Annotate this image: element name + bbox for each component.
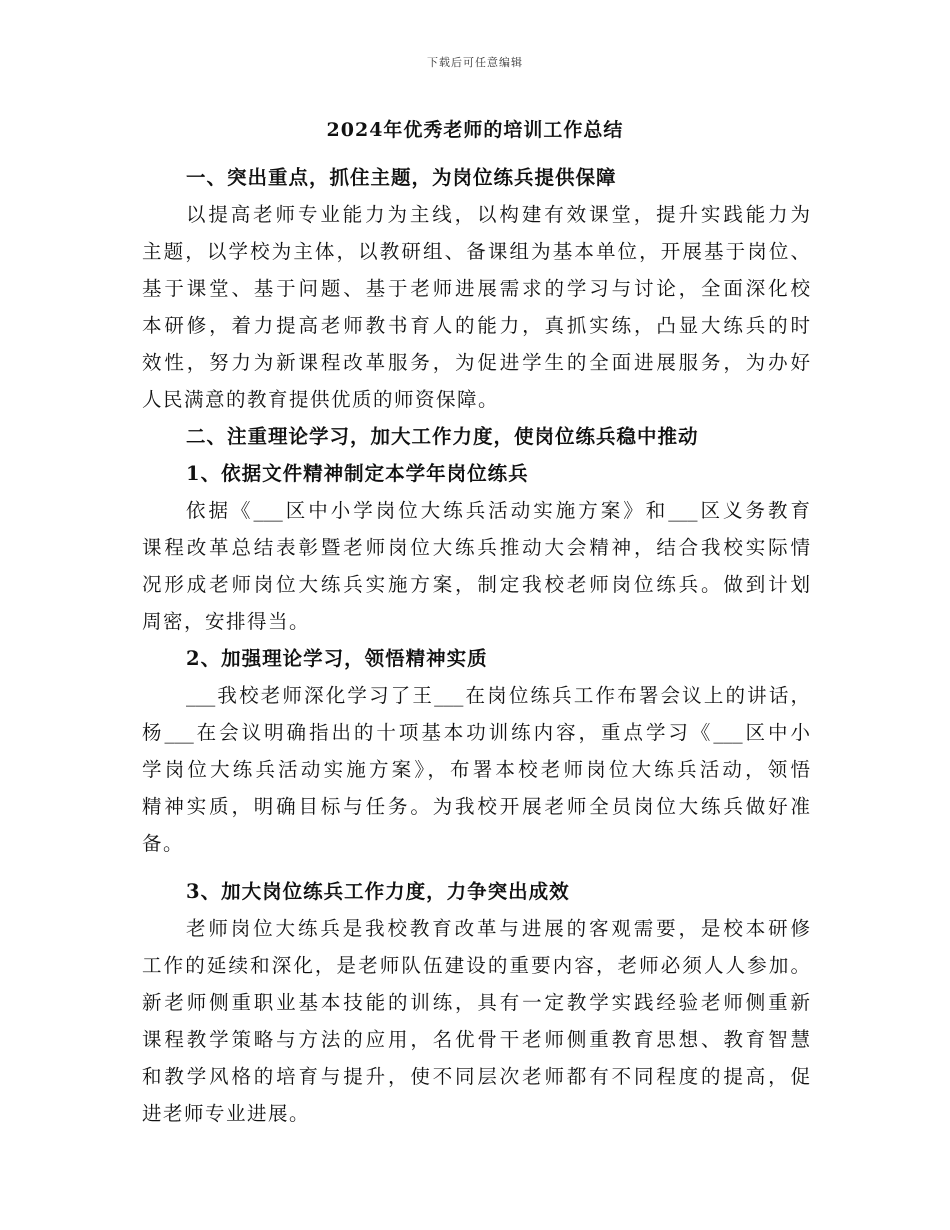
paragraph-line: 人民满意的教育提供优质的师资保障。 [142, 388, 500, 411]
spacer [142, 862, 810, 873]
paragraph-line: 进老师专业进展。 [142, 1102, 311, 1125]
paragraph-line: 本研修，着力提高老师教书育人的能力，真抓实练，凸显大练兵的时 [142, 314, 810, 337]
paragraph-line: 主题，以学校为主体，以教研组、备课组为基本单位，开展基于岗位、 [142, 240, 810, 263]
paragraph-line: 周密，安排得当。 [142, 610, 311, 633]
section-heading-2: 二、注重理论学习，加大工作力度，使岗位练兵稳中推动 [186, 425, 699, 448]
paragraph-line: 工作的延续和深化，是老师队伍建设的重要内容，老师必须人人参加。 [142, 954, 810, 977]
subsection-heading-2-3: 3、加大岗位练兵工作力度，力争突出成效 [186, 880, 570, 903]
document-body [142, 159, 810, 1132]
subsection-heading-2-1: 1、依据文件精神制定本学年岗位练兵 [186, 462, 529, 485]
paragraph-line: 学岗位大练兵活动实施方案》，布署本校老师岗位大练兵活动，领悟 [142, 758, 810, 781]
paragraph-line: 以提高老师专业能力为主线，以构建有效课堂，提升实践能力为 [186, 203, 810, 226]
paragraph-line: 老师岗位大练兵是我校教育改革与进展的客观需要，是校本研修 [186, 917, 810, 940]
paragraph-line: 课程改革总结表彰暨老师岗位大练兵推动大会精神，结合我校实际情 [142, 536, 810, 559]
document-title: 2024年优秀老师的培训工作总结 [326, 119, 624, 141]
header-note: 下载后可任意编辑 [427, 56, 523, 69]
paragraph-line: 和教学风格的培育与提升，使不同层次老师都有不同程度的提高，促 [142, 1065, 810, 1088]
subsection-heading-2-2: 2、加强理论学习，领悟精神实质 [186, 647, 488, 670]
paragraph-line: 课程教学策略与方法的应用，名优骨干老师侧重教育思想、教育智慧 [142, 1028, 810, 1051]
paragraph-line: 备。 [142, 832, 185, 855]
paragraph-line: 况形成老师岗位大练兵实施方案，制定我校老师岗位练兵。做到计划 [142, 573, 810, 596]
paragraph-line: 效性，努力为新课程改革服务，为促进学生的全面进展服务，为办好 [142, 351, 810, 374]
paragraph-line: 精神实质，明确目标与任务。为我校开展老师全员岗位大练兵做好准 [142, 795, 810, 818]
paragraph-line: 新老师侧重职业基本技能的训练，具有一定教学实践经验老师侧重新 [142, 991, 810, 1014]
section-heading-1: 一、突出重点，抓住主题，为岗位练兵提供保障 [186, 166, 617, 189]
paragraph-line: 杨___在会议明确指出的十项基本功训练内容，重点学习《___区中小 [142, 721, 810, 744]
paragraph-line: ___我校老师深化学习了王___在岗位练兵工作布署会议上的讲话， [186, 684, 810, 707]
paragraph-line: 基于课堂、基于问题、基于老师进展需求的学习与讨论，全面深化校 [142, 277, 810, 300]
paragraph-line: 依据《___区中小学岗位大练兵活动实施方案》和___区义务教育 [186, 499, 810, 522]
